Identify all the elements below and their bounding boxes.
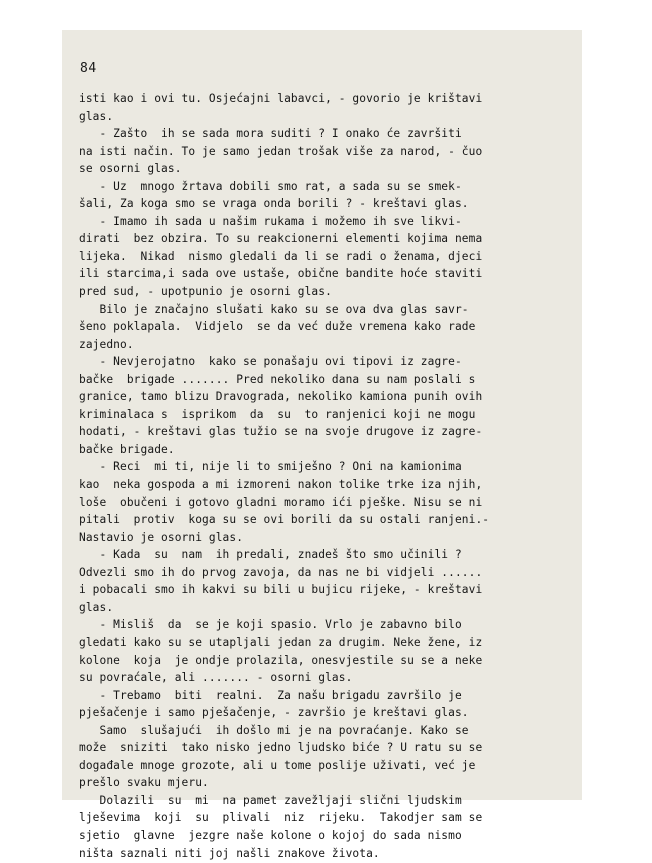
page-body-text	[79, 90, 561, 862]
text-line: kriminalaca s isprikom da su to ranjenici koji ne mogu	[79, 407, 476, 421]
text-line: šali, Za koga smo se vraga onda borili ? - kreštavi glas.	[79, 197, 469, 211]
text-line: Bilo je značajno slušati kako su se ova dva glas savr-	[79, 302, 469, 316]
text-line: i pobacali smo ih kakvi su bili u bujicu rijeke, - kreštavi	[79, 583, 483, 597]
text-line: granice, tamo blizu Dravograda, nekoliko kamiona punih ovih	[79, 390, 483, 404]
text-line: Nastavio je osorni glas.	[79, 530, 244, 544]
text-line: isti kao i ovi tu. Osjećajni labavci, - govorio je krištavi	[79, 92, 483, 105]
text-line: glas.	[79, 109, 114, 123]
text-line: kolone koja je ondje prolazila, onesvjestile su se a neke	[79, 653, 483, 667]
text-line: lijeka. Nikad nismo gledali da li se radi o ženama, djeci	[79, 249, 483, 263]
text-line: bačke brigade ....... Pred nekoliko dana su nam poslali s	[79, 372, 476, 386]
text-line: - Nevjerojatno kako se ponašaju ovi tipovi iz zagre-	[79, 355, 462, 369]
text-line: se osorni glas.	[79, 162, 182, 176]
text-line: zajedno.	[79, 337, 134, 351]
text-line: loše obučeni i gotovo gladni moramo ići pješke. Nisu se ni	[79, 495, 483, 509]
page-number: 84	[80, 61, 97, 76]
text-line: može sniziti tako nisko jedno ljudsko biće ? U ratu su se	[79, 741, 483, 755]
text-line: kao neka gospoda a mi izmoreni nakon tolike trke iza njih,	[79, 478, 483, 492]
text-line: su povraćale, ali ....... - osorni glas.	[79, 671, 353, 685]
text-line: Samo slušajući ih došlo mi je na povraćanje. Kako se	[79, 723, 469, 737]
text-line: ništa saznali niti joj našli znakove života.	[79, 846, 380, 860]
text-line: hodati, - kreštavi glas tužio se na svoje drugove iz zagre-	[79, 425, 483, 439]
text-line: šeno poklapala. Vidjelo se da već duže vremena kako rade	[79, 320, 476, 334]
text-line: Odvezli smo ih do prvog zavoja, da nas ne bi vidjeli ......	[79, 565, 483, 579]
text-line: ili starcima,i sada ove ustaše, obične bandite hoće staviti	[79, 267, 483, 281]
text-line: - Zašto ih se sada mora suditi ? I onako će završiti	[79, 127, 462, 141]
text-line: - Imamo ih sada u našim rukama i možemo ih sve likvi-	[79, 214, 462, 228]
text-line: bačke brigade.	[79, 442, 175, 456]
text-line: na isti način. To je samo jedan trošak više za narod, - čuo	[79, 144, 483, 158]
text-line: - Uz mnogo žrtava dobili smo rat, a sada su se smek-	[79, 179, 462, 193]
text-line: - Kada su nam ih predali, znadeš što smo učinili ?	[79, 548, 462, 562]
text-line: sjetio glavne jezgre naše kolone o kojoj do sada nismo	[79, 828, 462, 842]
text-line: dirati bez obzira. To su reakcionerni elementi kojima nema	[79, 232, 483, 246]
text-line: glas.	[79, 600, 114, 614]
text-line: lješevima koji su plivali niz rijeku. Takodjer sam se	[79, 811, 483, 825]
text-line: pitali protiv koga su se ovi borili da su ostali ranjeni.-	[79, 513, 490, 527]
text-line: događale mnoge grozote, ali u tome poslije uživati, već je	[79, 758, 476, 772]
text-line: pješačenje i samo pješačenje, - završio je kreštavi glas.	[79, 706, 469, 720]
text-line: Dolazili su mi na pamet zavežljaji slični ljudskim	[79, 793, 462, 807]
text-line: - Misliš da se je koji spasio. Vrlo je zabavno bilo	[79, 618, 462, 632]
text-line: prešlo svaku mjeru.	[79, 776, 209, 790]
text-line: gledati kako su se utapljali jedan za drugim. Neke žene, iz	[79, 635, 483, 649]
text-line: pred sud, - upotpunio je osorni glas.	[79, 285, 332, 299]
text-line: - Trebamo biti realni. Za našu brigadu završilo je	[79, 688, 462, 702]
text-line: - Reci mi ti, nije li to smiješno ? Oni na kamionima	[79, 460, 462, 474]
